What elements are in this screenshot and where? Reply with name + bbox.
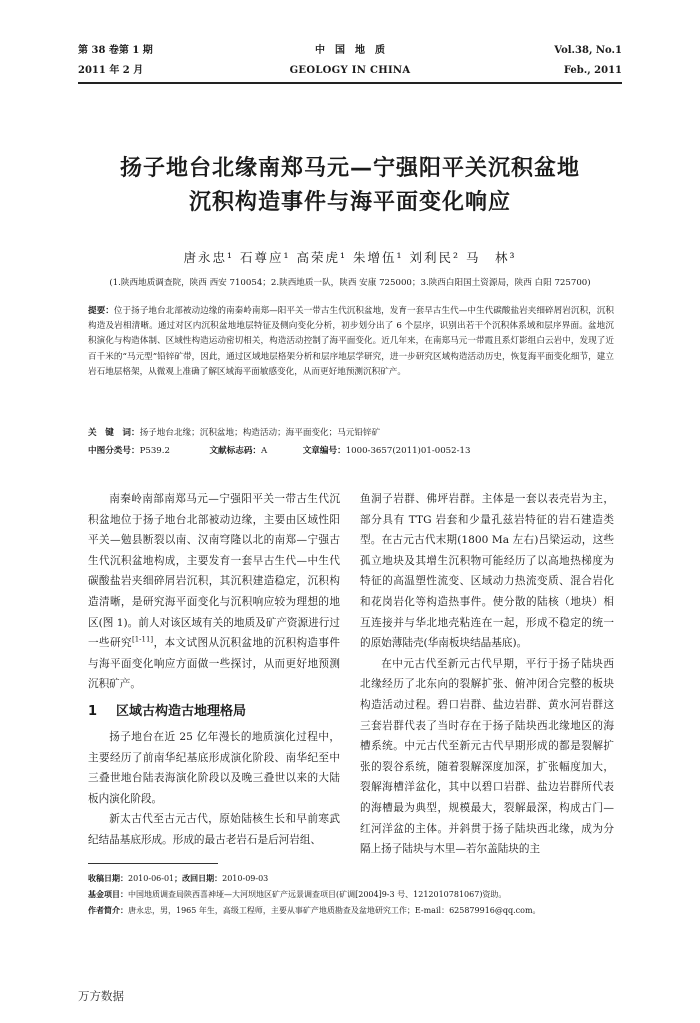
header-volume: 第 38 卷第 1 期	[78, 45, 153, 56]
paragraph-mesoproterozoic: 在中元古代至新元古代早期，平行于扬子陆块西北缘经历了北东向的裂解扩张、俯冲闭合完整的板块构造活动过程。碧口岩群、盐边岩群、黄水河岩群这三套岩群代表了当时存在于扬子陆块西北缘地区的海槽系统。中元古代至新元古代早期形成的都是裂解扩张的裂谷系统，随着裂解深度加深，扩张幅度加大，裂解海槽洋盆化，其中以碧口岩群、盐边岩群所代表的海槽最为典型，规模最大，裂解最深，构成古门—红河洋盆的主体。并斜贯于扬子陆块西北缘，成为分隔上扬子陆块与木里—若尔盖陆块的主	[360, 657, 614, 856]
article-no-label: 文章编号：	[302, 446, 346, 456]
article-title-line2: 沉积构造事件与海平面变化响应	[188, 190, 511, 215]
header-volume-en: Vol.38, No.1	[554, 45, 622, 56]
header-date-cn: 2011 年 2 月	[78, 65, 144, 76]
abstract-label: 提要：	[88, 306, 114, 316]
paragraph-intro: 南秦岭南部南郑马元—宁强阳平关一带古生代沉积盆地位于扬子地台北部被动边缘，主要由区域性阳平关—勉县断裂以南、汉南穹隆以北的南郑—宁强古生代沉积盆地构成，主要发育一套早古生代—中生代碳酸盐岩夹细碎屑岩沉积，其沉积建造稳定，沉积构造清晰，是研究海平面变化与沉积响应较为理想的地区(图 1)。前人对该区域有关的地质及矿产资源进行过一些研究[1-11]，本文试图从沉积盆地的沉积构造事件与海平面变化响应方面做一些探讨，从而更好地预测沉积矿产。	[88, 493, 341, 691]
keywords-line	[88, 426, 614, 441]
clc-label: 中图分类号：	[88, 446, 140, 456]
abstract-text: 位于扬子地台北部被动边缘的南秦岭南郑—阳平关一带古生代沉积盆地，发育一套早古生代—中生代碳酸盐岩夹细碎屑岩沉积，沉积构造及岩相清晰。通过对区内沉积盆地地层特征及侧向变化分析，初步划分出了 6 个层序，识别出若干个沉积体系域和层序界面。盆地沉积演化与构造体制、区域性构造运动密切相关，构造活动控制了海平面变化。近几年来，在南郑马元一带霞且系灯影组白云岩中，发现了近百千米的“马元型”铅锌矿带，因此，通过区域地层格架分析和层序地层学研究，进一步研究区域构造活动历史，恢复海平面变化细节，建立岩石地层格架，从微观上准确了解区域海平面敏感变化，从而更好地预测沉积矿产。	[88, 306, 614, 377]
article-authors: 唐永忠¹ 石尊应¹ 高荣虎¹ 朱增伍¹ 刘利民² 马 林³	[183, 250, 517, 265]
article-no-value: 1000-3657(2011)01-0052-13	[345, 446, 471, 456]
section-heading-1: 1 区域古构造古地理格局	[88, 703, 247, 719]
keywords: 扬子地台北缘；沉积盆地；构造活动；海平面变化；马元铅锌矿	[139, 428, 381, 438]
doc-code-value: A	[261, 446, 268, 456]
body-left-column	[88, 489, 340, 851]
paragraph-evolution: 扬子地台在近 25 亿年漫长的地质演化过程中，主要经历了前南华纪基底形成演化阶段、南华纪至中三叠世地台陆表海演化阶段以及晚三叠世以来的大陆板内演化阶段。	[88, 730, 340, 805]
keywords-label: 关 键 词：	[88, 428, 140, 438]
classification-line	[88, 444, 614, 459]
footnote-rule	[88, 863, 218, 864]
clc-value: P539.2	[139, 446, 170, 456]
article-title-line1: 扬子地台北缘南郑马元—宁强阳平关沉积盆地	[119, 156, 580, 181]
citation: [1-11]	[131, 635, 154, 644]
abstract	[88, 304, 614, 380]
doc-code-label: 文献标志码：	[209, 446, 262, 456]
article-affiliation: (1.陕西地质调查院，陕西 西安 710054；2.陕西地质一队，陕西 安康 725000；3.陕西白阳国土资源局，陕西 白阳 725700)	[109, 278, 591, 288]
body-right-column	[360, 489, 614, 860]
footnote-fund: 基金项目：中国地质调查局陕西喜神垭—大河坝地区矿产远景调查项目(矿调[2004]9-3 号、1212010781067)资助。	[88, 889, 507, 899]
header-journal-cn: 中 国 地 质	[315, 45, 385, 56]
footnote-dates: 收稿日期：2010-06-01；改回日期：2010-09-03	[88, 873, 269, 883]
paragraph-basement: 鱼洞子岩群、佛坪岩群。主体是一套以表壳岩为主，部分具有 TTG 岩套和少量孔兹岩特征的岩石建造类型。在古元古代末期(1800 Ma 左右)吕梁运动，这些孤立地块及其增生沉积物可能经历了以高地热梯度为特征的高温塑性流变、区域动力热流变质、混合岩化和花岗岩化等构造热事件。使分散的陆核（地块）相互连接并与华北地壳粘连在一起，形成不稳定的统一的原始薄陆壳(华南板块结晶基底)。	[360, 493, 614, 650]
header-journal-en: GEOLOGY IN CHINA	[289, 65, 411, 76]
footer-watermark: 万方数据	[78, 989, 124, 1003]
footnote-author: 作者简介：唐永忠，男，1965 年生，高级工程师，主要从事矿产地质勘查及盆地研究工作；E-mail：625879916@qq.com。	[88, 905, 541, 915]
header-date-en: Feb., 2011	[563, 65, 622, 76]
header-rule	[78, 82, 622, 84]
paragraph-archean: 新太古代至古元古代，原始陆核生长和早前寒武纪结晶基底形成。形成的最古老岩石是后河岩组、	[88, 813, 340, 846]
